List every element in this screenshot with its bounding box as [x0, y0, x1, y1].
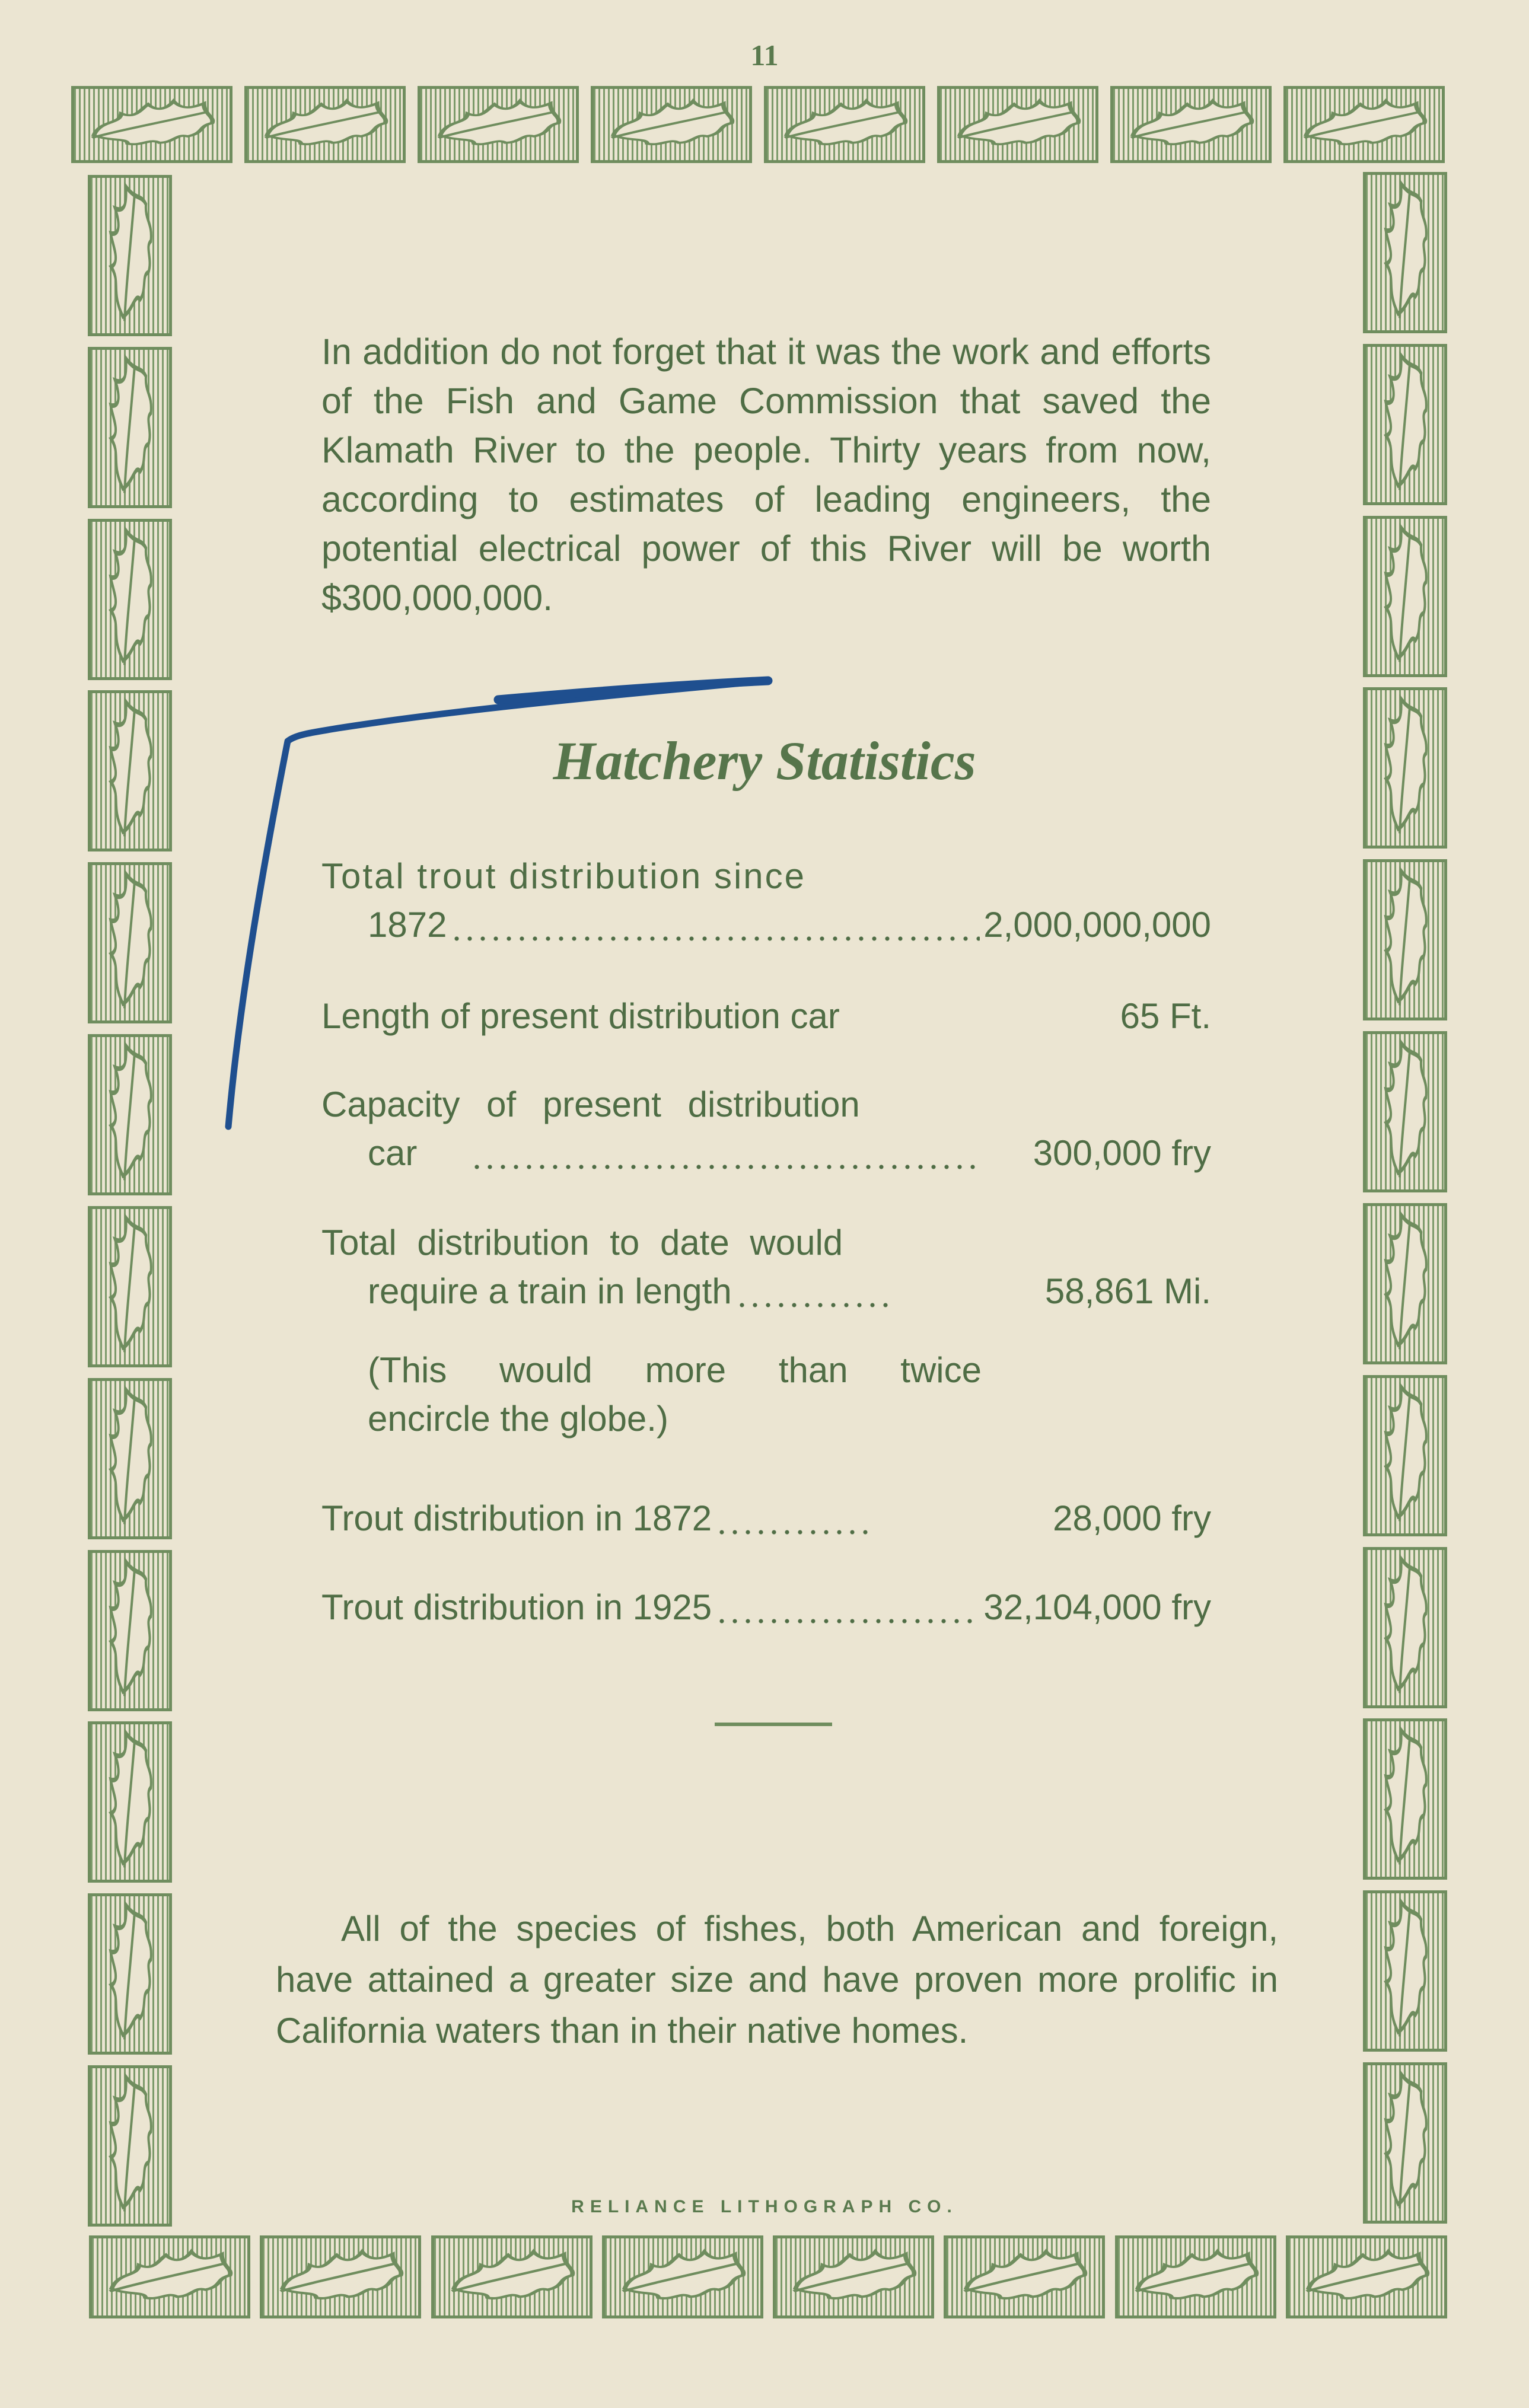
oak-leaf-icon	[1110, 86, 1272, 163]
oak-leaf-shape	[1366, 1034, 1444, 1189]
oak-leaf-icon	[88, 347, 172, 508]
oak-leaf-icon	[244, 86, 406, 163]
leader-dots	[715, 1494, 869, 1543]
oak-leaf-shape	[74, 89, 230, 160]
stat-label: Trout distribution in 1872	[321, 1498, 712, 1538]
oak-leaf-icon	[764, 86, 925, 163]
stat-label: Total trout distribution since	[321, 856, 807, 896]
oak-leaf-shape	[91, 522, 169, 677]
oak-leaf-icon	[944, 2235, 1105, 2318]
oak-leaf-shape	[776, 2238, 931, 2315]
oak-leaf-icon	[418, 86, 579, 163]
stat-label: car	[368, 1133, 418, 1173]
oak-leaf-icon	[71, 86, 232, 163]
oak-leaf-icon	[88, 1721, 172, 1883]
stat-label: 1872	[368, 905, 447, 945]
section-title: Hatchery Statistics	[553, 731, 976, 791]
oak-leaf-shape	[92, 2238, 247, 2315]
oak-leaf-shape	[1366, 175, 1444, 330]
oak-leaf-icon	[88, 1034, 172, 1195]
oak-leaf-shape	[1366, 519, 1444, 674]
stat-note	[321, 1346, 1211, 1443]
oak-leaf-shape	[91, 178, 169, 333]
oak-leaf-shape	[940, 89, 1095, 160]
stat-car-length	[321, 992, 1211, 1041]
intro-paragraph: In addition do not forget that it was the work and efforts of the Fish and Game Commission that saved the Klamath River to the people. Thirty years from now, according to estimates of leading engineers, the potential electrical power of this River will be worth $300,000,000.	[321, 331, 1211, 618]
oak-leaf-icon	[1363, 1547, 1447, 1708]
closing-paragraph: All of the species of fishes, both American and foreign, have attained a greater size and have proven more prolific in California waters than in their native homes.	[276, 1909, 1278, 2050]
oak-leaf-icon	[88, 862, 172, 1023]
divider-rule	[715, 1723, 832, 1726]
oak-leaf-shape	[1366, 1721, 1444, 1877]
oak-leaf-shape	[1366, 862, 1444, 1018]
stat-label: Capacity of present distribution	[321, 1085, 860, 1124]
oak-leaf-shape	[421, 89, 576, 160]
stat-value: 58,861 Mi.	[1044, 1271, 1211, 1311]
stat-label: require a train in length	[368, 1271, 732, 1311]
oak-leaf-shape	[91, 350, 169, 505]
oak-leaf-shape	[1289, 2238, 1444, 2315]
oak-leaf-icon	[431, 2235, 593, 2318]
oak-leaf-icon	[88, 1550, 172, 1711]
oak-leaf-shape	[434, 2238, 590, 2315]
oak-leaf-icon	[88, 1893, 172, 2055]
leader-dots	[450, 901, 980, 949]
oak-leaf-shape	[1118, 2238, 1273, 2315]
stat-1872	[321, 1494, 1211, 1543]
stat-label: Length of present distribution car	[321, 996, 840, 1036]
border-bottom	[89, 2235, 1447, 2318]
oak-leaf-shape	[1366, 1378, 1444, 1533]
oak-leaf-shape	[1366, 347, 1444, 502]
oak-leaf-icon	[1363, 172, 1447, 333]
stat-value: 300,000 fry	[1033, 1133, 1211, 1173]
oak-leaf-icon	[89, 2235, 250, 2318]
oak-leaf-shape	[263, 2238, 418, 2315]
oak-leaf-icon	[937, 86, 1098, 163]
oak-leaf-icon	[1363, 516, 1447, 677]
border-top	[71, 86, 1445, 163]
oak-leaf-icon	[1363, 1203, 1447, 1364]
oak-leaf-icon	[1363, 1375, 1447, 1536]
stat-car-capacity	[321, 1080, 1211, 1178]
oak-leaf-icon	[1363, 1718, 1447, 1880]
oak-leaf-shape	[1366, 1550, 1444, 1705]
oak-leaf-shape	[91, 1896, 169, 2052]
oak-leaf-shape	[767, 89, 922, 160]
stat-1925	[321, 1583, 1211, 1632]
border-right	[1363, 172, 1447, 2224]
oak-leaf-icon	[1363, 344, 1447, 505]
oak-leaf-icon	[1363, 1890, 1447, 2052]
oak-leaf-shape	[1286, 89, 1442, 160]
oak-leaf-shape	[91, 1209, 169, 1364]
oak-leaf-icon	[88, 1378, 172, 1539]
stat-value: 28,000 fry	[1053, 1498, 1211, 1538]
oak-leaf-icon	[260, 2235, 421, 2318]
stat-train-length	[321, 1219, 1211, 1316]
oak-leaf-shape	[1113, 89, 1269, 160]
stat-value: 2,000,000,000	[983, 905, 1211, 945]
printer-credit: RELIANCE LITHOGRAPH CO.	[571, 2197, 958, 2216]
leader-dots	[470, 1129, 980, 1178]
oak-leaf-shape	[91, 1037, 169, 1192]
page-number: 11	[750, 39, 779, 72]
stat-note-line: encircle the globe.)	[368, 1399, 668, 1439]
oak-leaf-icon	[1286, 2235, 1447, 2318]
oak-leaf-icon	[88, 1206, 172, 1367]
oak-leaf-shape	[605, 2238, 760, 2315]
stat-note-line: (This would more than twice	[368, 1350, 982, 1390]
stat-label: Trout distribution in 1925	[321, 1587, 712, 1627]
oak-leaf-icon	[1115, 2235, 1276, 2318]
oak-leaf-icon	[1363, 1031, 1447, 1192]
stat-value: 32,104,000 fry	[983, 1587, 1211, 1627]
leader-dots	[735, 1267, 890, 1316]
oak-leaf-shape	[594, 89, 749, 160]
oak-leaf-icon	[88, 175, 172, 336]
oak-leaf-icon	[591, 86, 752, 163]
border-left	[88, 175, 172, 2227]
oak-leaf-shape	[91, 1553, 169, 1708]
oak-leaf-icon	[773, 2235, 934, 2318]
oak-leaf-shape	[1366, 1206, 1444, 1361]
stat-total-distribution	[321, 852, 1211, 949]
oak-leaf-icon	[1363, 859, 1447, 1020]
oak-leaf-shape	[91, 865, 169, 1020]
oak-leaf-shape	[91, 1724, 169, 1880]
oak-leaf-icon	[88, 519, 172, 680]
oak-leaf-shape	[91, 1381, 169, 1536]
stat-label: Total distribution to date would	[321, 1223, 843, 1262]
stat-value: 65 Ft.	[1120, 996, 1211, 1036]
oak-leaf-shape	[247, 89, 403, 160]
oak-leaf-icon	[602, 2235, 763, 2318]
oak-leaf-shape	[947, 2238, 1102, 2315]
oak-leaf-shape	[1366, 1893, 1444, 2049]
oak-leaf-icon	[1283, 86, 1445, 163]
leader-dots	[715, 1583, 980, 1632]
